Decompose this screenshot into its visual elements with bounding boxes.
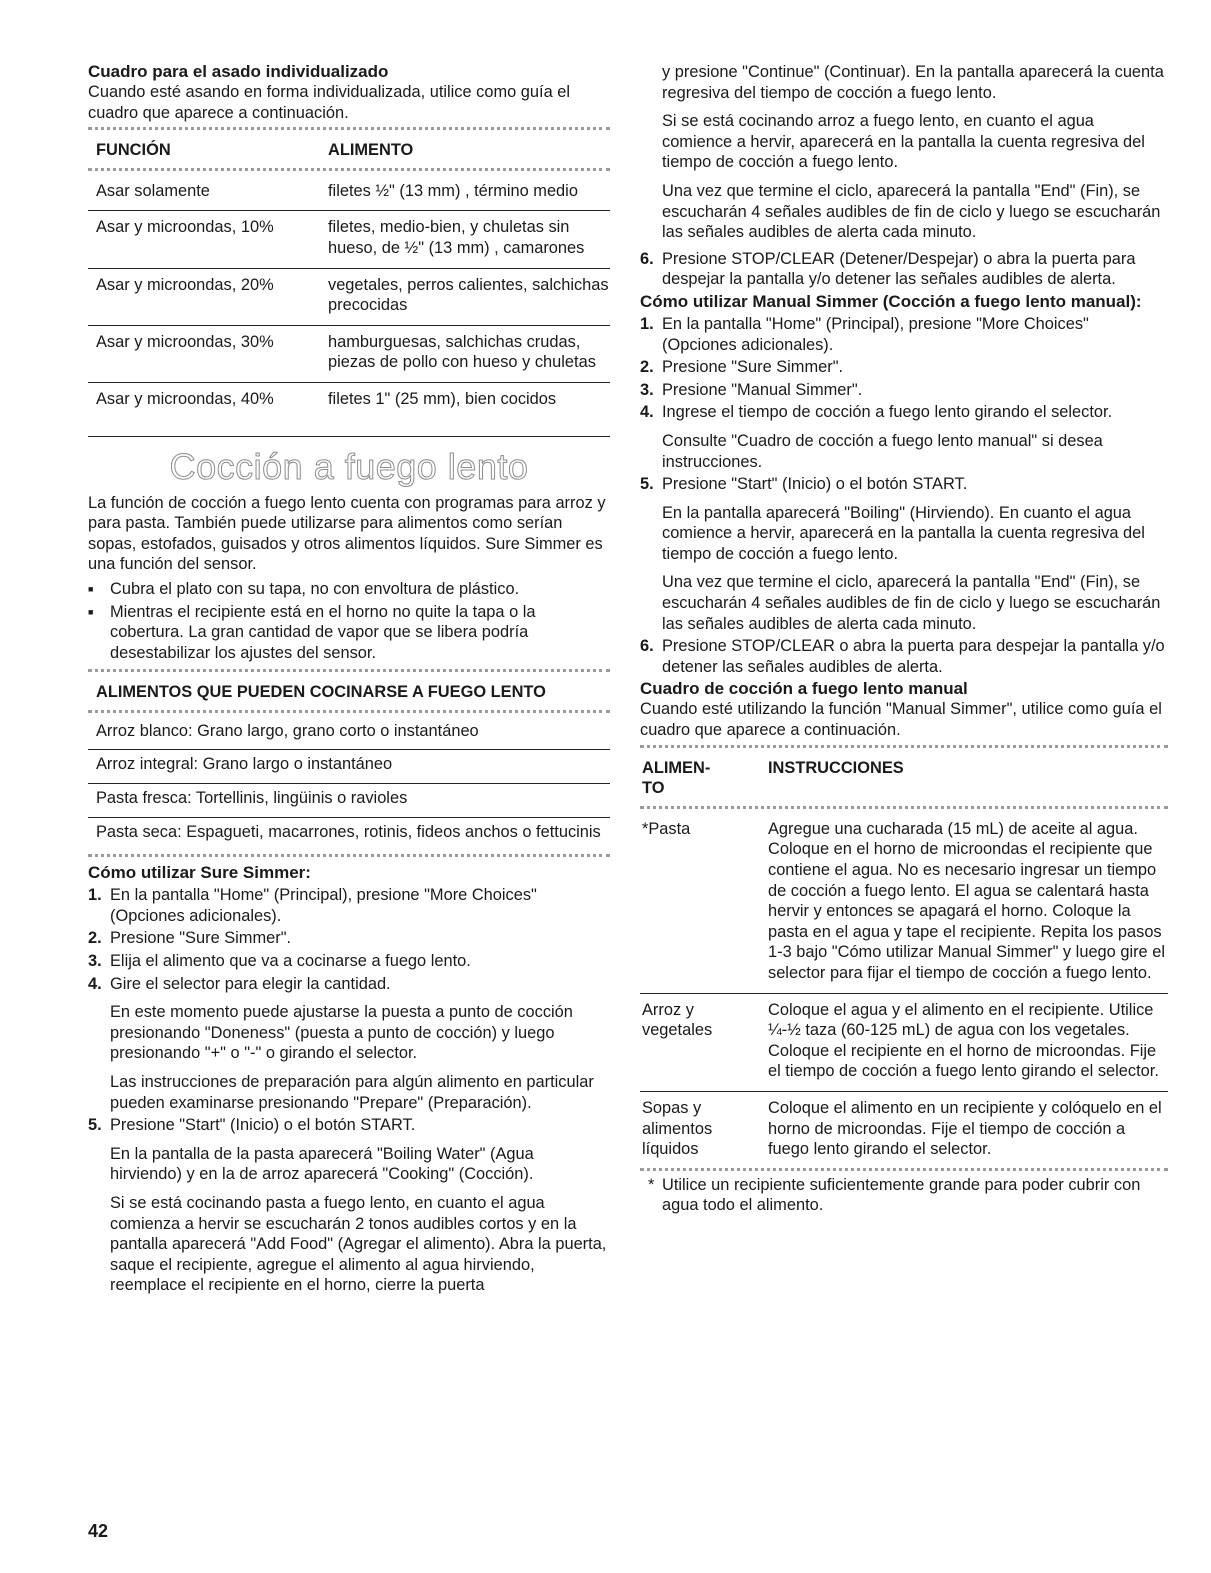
roast-chart-heading: Cuadro para el asado individualizado bbox=[88, 62, 389, 81]
roast-chart-intro: Cuando esté asando en forma individualizada, utilice como guía el cuadro que aparece a continuación. bbox=[88, 83, 571, 122]
bullet-square-icon: ■ bbox=[88, 606, 94, 617]
step-text: Presione STOP/CLEAR o abra la puerta para despejar la pantalla y/o detener las señales audibles de alerta. bbox=[662, 637, 1165, 676]
table-row bbox=[88, 383, 610, 436]
step-number: 5. bbox=[88, 1116, 102, 1135]
step-text: En la pantalla de la pasta aparecerá "Boiling Water" (Agua hirviendo) y en la de arroz aparecerá "Cooking" (Cocción). bbox=[110, 1144, 534, 1184]
step-number: 4. bbox=[88, 974, 102, 993]
table-row bbox=[88, 326, 610, 382]
table-header bbox=[640, 752, 1168, 802]
manual-simmer-table bbox=[640, 745, 1168, 1171]
step-text: Presione "Manual Simmer". bbox=[662, 380, 863, 399]
sure-simmer-steps bbox=[88, 885, 610, 1296]
manual-simmer-steps bbox=[640, 314, 1168, 678]
step-number: 6. bbox=[640, 249, 654, 268]
step-text: Elija el alimento que va a cocinarse a fuego lento. bbox=[110, 952, 471, 971]
step-text: Presione "Start" (Inicio) o el botón START. bbox=[110, 1116, 416, 1135]
table-divider bbox=[640, 745, 1168, 748]
row-food: *Pasta bbox=[642, 819, 691, 838]
table-row: Arroz blanco: Grano largo, grano corto o instantáneo bbox=[96, 721, 479, 740]
step-number: 3. bbox=[640, 380, 654, 399]
step-number: 2. bbox=[640, 358, 654, 377]
row-food: hamburguesas, salchichas crudas, piezas de pollo con hueso y chuletas bbox=[328, 332, 596, 372]
step-text: Consulte "Cuadro de cocción a fuego lento manual" si desea instrucciones. bbox=[662, 431, 1103, 471]
row-function: Asar y microondas, 10% bbox=[96, 218, 274, 237]
header-instrucciones: INSTRUCCIONES bbox=[768, 758, 904, 777]
step-number: 6. bbox=[640, 637, 654, 656]
row-food: filetes ½" (13 mm) , término medio bbox=[328, 181, 578, 200]
step-text: Una vez que termine el ciclo, aparecerá la pantalla "End" (Fin), se escucharán 4 señales audibles de fin de ciclo y luego se escucharán las señales audibles de alerta cada minuto. bbox=[662, 181, 1161, 242]
table-row: Pasta fresca: Tortellinis, lingüinis o ravioles bbox=[96, 789, 408, 808]
step-number: 1. bbox=[640, 314, 654, 333]
row-food: vegetales, perros calientes, salchichas precocidas bbox=[328, 275, 609, 315]
list-item bbox=[640, 249, 1168, 290]
row-food: filetes, medio-bien, y chuletas sin hueso, de ½" (13 mm) , camarones bbox=[328, 218, 585, 257]
step-text: Si se está cocinando pasta a fuego lento, en cuanto el agua comienza a hervir se escucharán 2 tonos audibles cortos y en la pantalla aparecerá "Add Food" (Agregar el alimento). Abra la puerta, saque el recipiente, agregue el alimento al agua hirviendo, reemplace el recipiente en el horno, cierre la puerta bbox=[110, 1193, 607, 1295]
header-alimento: ALIMEN- TO bbox=[642, 758, 711, 798]
table-row bbox=[88, 175, 610, 211]
step-text: Presione "Start" (Inicio) o el botón START. bbox=[662, 475, 968, 494]
table-header: ALIMENTOS QUE PUEDEN COCINARSE A FUEGO LENTO bbox=[96, 683, 546, 702]
table-row bbox=[640, 994, 1168, 1091]
row-function: Asar y microondas, 30% bbox=[96, 332, 274, 351]
manual-chart-intro: Cuando esté utilizando la función "Manual Simmer", utilice como guía el cuadro que aparece a continuación. bbox=[640, 700, 1162, 740]
list-item bbox=[88, 1115, 610, 1296]
table-row bbox=[88, 269, 610, 325]
footnote bbox=[640, 1175, 1168, 1216]
table-divider bbox=[88, 168, 610, 171]
table-divider bbox=[640, 1168, 1168, 1171]
row-food: filetes 1" (25 mm), bien cocidos bbox=[328, 389, 557, 408]
row-food: Arroz y vegetales bbox=[642, 1000, 713, 1040]
table-divider bbox=[88, 127, 610, 130]
left-column bbox=[88, 62, 610, 1296]
row-instructions: Coloque el alimento en un recipiente y colóquelo en el horno de microondas. Fije el tiempo de cocción a fuego lento girando el selector. bbox=[768, 1098, 1162, 1159]
row-instructions: Coloque el agua y el alimento en el recipiente. Utilice ¼-½ taza (60-125 mL) de agua con los vegetales. Coloque el recipiente en el horno de microondas. Fije el tiempo de cocción a fuego lento girando el selector. bbox=[768, 1000, 1159, 1081]
list-item bbox=[640, 314, 1168, 355]
bullet-text: Mientras el recipiente está en el horno no quite la tapa o la cobertura. La gran cantidad de vapor que se libera podría desestabilizar los ajustes del sensor. bbox=[110, 602, 536, 662]
section-title: Cocción a fuego lento bbox=[169, 445, 529, 487]
manual-chart-heading: Cuadro de cocción a fuego lento manual bbox=[640, 679, 968, 699]
list-item bbox=[88, 928, 610, 949]
row-function: Asar y microondas, 40% bbox=[96, 389, 274, 408]
list-item bbox=[640, 474, 1168, 634]
bullet-square-icon: ■ bbox=[88, 583, 94, 594]
step-number: 3. bbox=[88, 952, 102, 971]
table-row: Pasta seca: Espagueti, macarrones, rotinis, fideos anchos o fettucinis bbox=[96, 822, 601, 841]
list-item bbox=[88, 602, 610, 664]
roast-table bbox=[88, 127, 610, 436]
header-alimento: ALIMENTO bbox=[328, 141, 414, 160]
table-row bbox=[640, 813, 1168, 993]
manual-simmer-heading: Cómo utilizar Manual Simmer (Cocción a fuego lento manual): bbox=[640, 291, 1142, 311]
header-funcion: FUNCIÓN bbox=[96, 141, 171, 160]
step-text: En la pantalla aparecerá "Boiling" (Hirviendo). En cuanto el agua comience a hervir, aparecerá en la pantalla la cuenta regresiva del tiempo de cocción a fuego lento. bbox=[662, 503, 1145, 563]
right-column bbox=[640, 62, 1168, 1216]
step-text: Presione STOP/CLEAR (Detener/Despejar) o abra la puerta para despejar la pantalla y/o detener las señales audibles de alerta. bbox=[662, 249, 1136, 289]
table-divider bbox=[640, 806, 1168, 809]
table-row bbox=[640, 1092, 1168, 1164]
step-text: Presione "Sure Simmer". bbox=[110, 929, 292, 948]
row-food: Sopas y alimentos líquidos bbox=[642, 1098, 713, 1159]
bullet-text: Cubra el plato con su tapa, no con envoltura de plástico. bbox=[110, 579, 520, 598]
page-number: 42 bbox=[88, 1521, 109, 1541]
step-text: Una vez que termine el ciclo, aparecerá la pantalla "End" (Fin), se escucharán 4 señales audibles de fin de ciclo y luego se escucharán las señales audibles de alerta cada minuto. bbox=[662, 573, 1161, 633]
simmer-intro: La función de cocción a fuego lento cuenta con programas para arroz y para pasta. También puede utilizarse para alimentos como serían sopas, estofados, guisados y otros alimentos líquidos. Sure Simmer es una función del sensor. bbox=[88, 493, 606, 574]
list-item bbox=[640, 380, 1168, 401]
step-text: En la pantalla "Home" (Principal), presione "More Choices" (Opciones adicionales). bbox=[110, 886, 537, 925]
step-text: Gire el selector para elegir la cantidad. bbox=[110, 974, 391, 993]
table-header bbox=[88, 134, 610, 164]
row-rule bbox=[88, 436, 610, 437]
step-number: 5. bbox=[640, 475, 654, 494]
step-text: Si se está cocinando arroz a fuego lento, en cuanto el agua comience a hervir, aparecerá en la pantalla la cuenta regresiva del tiempo de cocción a fuego lento. bbox=[662, 112, 1145, 172]
step-text: Ingrese el tiempo de cocción a fuego lento girando el selector. bbox=[662, 403, 1113, 422]
step-text: En la pantalla "Home" (Principal), presione "More Choices" (Opciones adicionales). bbox=[662, 314, 1089, 354]
foods-table bbox=[88, 669, 610, 857]
step-number: 1. bbox=[88, 886, 102, 905]
step-number: 4. bbox=[640, 403, 654, 422]
row-instructions: Agregue una cucharada (15 mL) de aceite al agua. Coloque en el horno de microondas el recipiente que contiene el agua. No es necesario ingresar un tiempo de cocción a fuego lento. El agua se calentará hasta hervir y entonces se apagará el horno. Coloque la pasta en el agua y tape el recipiente. Repita los pasos 1-3 bajo "Cómo utilizar Manual Simmer" y luego gire el selector para fijar el tiempo de cocción a fuego lento. bbox=[768, 819, 1165, 982]
table-row: Arroz integral: Grano largo o instantáneo bbox=[96, 755, 393, 774]
step-number: 2. bbox=[88, 929, 102, 948]
step-text: En este momento puede ajustarse la puesta a punto de cocción presionando "Doneness" (puesta a punto de cocción) y luego presionando "+" o "-" o girando el selector. bbox=[110, 1003, 573, 1063]
list-item bbox=[640, 402, 1168, 472]
step-text: y presione "Continue" (Continuar). En la pantalla aparecerá la cuenta regresiva del tiempo de cocción a fuego lento. bbox=[662, 63, 1164, 102]
footnote-mark: * bbox=[648, 1175, 655, 1194]
footnote-text: Utilice un recipiente suficientemente grande para poder cubrir con agua todo el alimento. bbox=[662, 1175, 1141, 1215]
row-function: Asar solamente bbox=[96, 181, 210, 200]
list-item bbox=[88, 579, 610, 600]
step-text: Las instrucciones de preparación para algún alimento en particular pueden examinarse presionando "Prepare" (Preparación). bbox=[110, 1073, 594, 1112]
step-text: Presione "Sure Simmer". bbox=[662, 358, 844, 377]
list-item bbox=[640, 357, 1168, 378]
table-divider bbox=[88, 854, 610, 857]
row-function: Asar y microondas, 20% bbox=[96, 275, 274, 294]
list-item bbox=[640, 636, 1168, 677]
table-row bbox=[88, 211, 610, 267]
step-5-continued bbox=[662, 62, 1168, 243]
table-divider bbox=[88, 669, 610, 672]
table-divider bbox=[88, 710, 610, 713]
list-item bbox=[88, 974, 610, 1114]
list-item bbox=[88, 951, 610, 972]
tips-list bbox=[88, 579, 610, 663]
sure-simmer-heading: Cómo utilizar Sure Simmer: bbox=[88, 863, 311, 883]
list-item bbox=[88, 885, 610, 926]
